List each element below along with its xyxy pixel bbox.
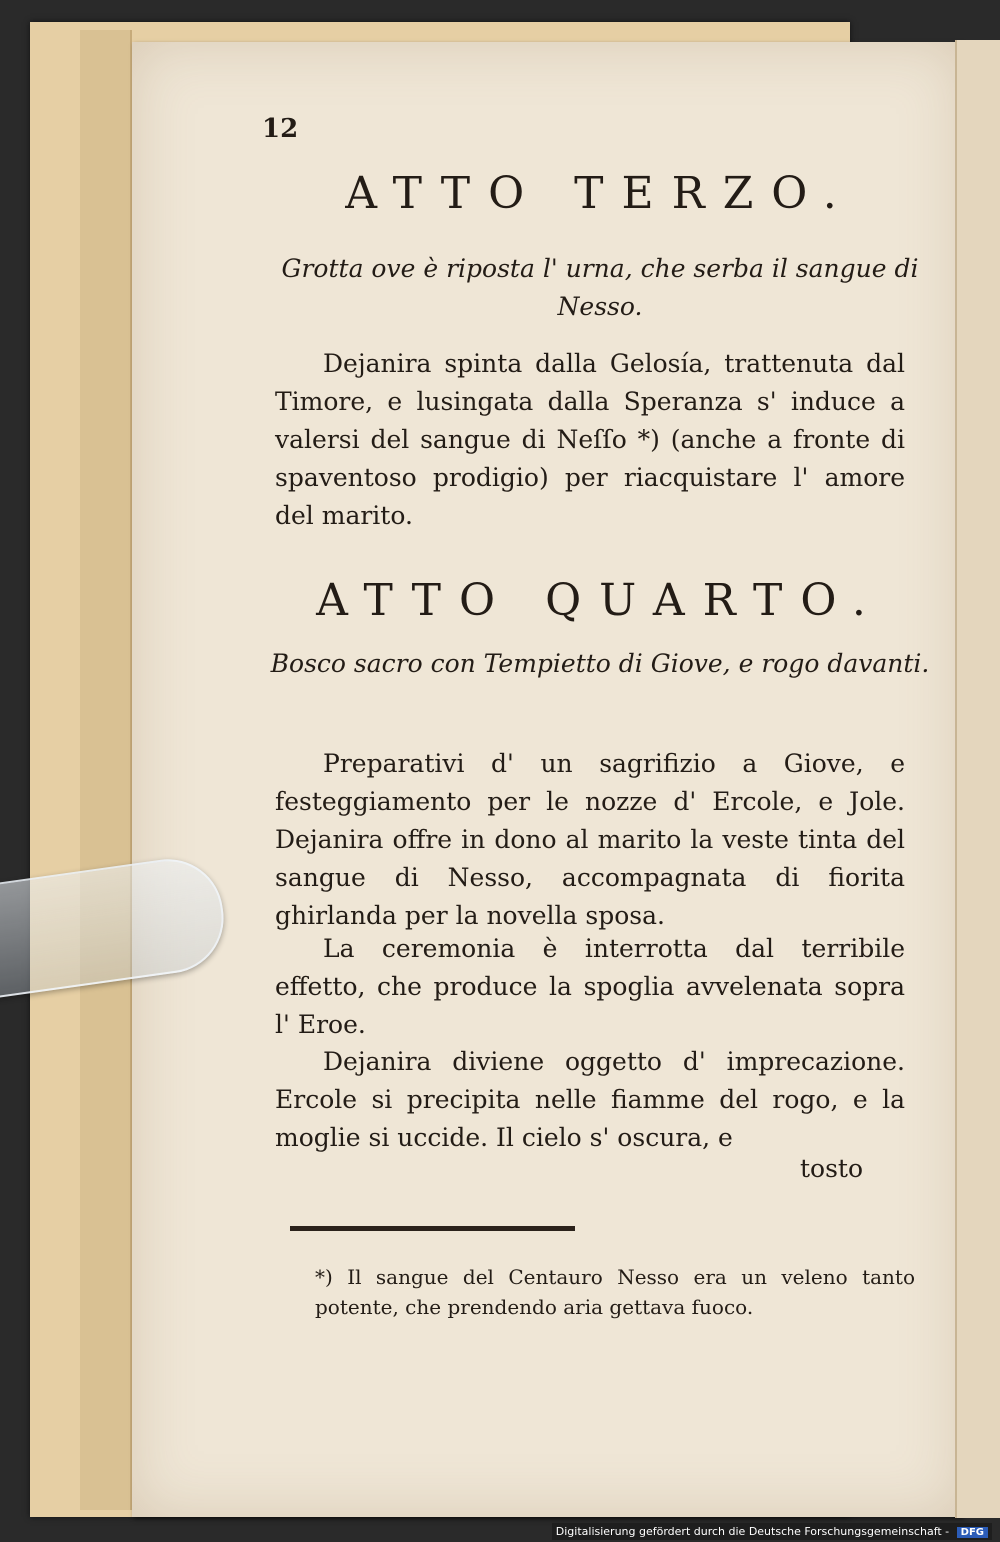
act-three-scene: Grotta ove è riposta l' urna, che serba il sangue di Nesso. bbox=[281, 254, 919, 321]
credit-text: Digitalisierung gefördert durch die Deutsche Forschungsgemeinschaft - bbox=[555, 1525, 950, 1538]
act-four-paragraph-1: Preparativi d' un sagrifizio a Giove, e festeggiamento per le nozze d' Ercole, e Jole. Dejanira offre in dono al marito la veste tinta del sangue di Nesso, accompagnata di fiorita ghirlanda per la novella sposa. bbox=[275, 749, 905, 930]
act-four-title: ATTO QUARTO. bbox=[316, 575, 884, 626]
footnote-rule bbox=[290, 1226, 575, 1231]
act-three-title: ATTO TERZO. bbox=[345, 168, 855, 219]
dfg-logo: DFG bbox=[957, 1527, 988, 1538]
page-number: 12 bbox=[262, 114, 299, 144]
book-spine-strip bbox=[80, 30, 132, 1510]
footnote: *) Il sangue del Centauro Nesso era un veleno tanto potente, che prendendo aria gettava fuoco. bbox=[315, 1265, 915, 1319]
facing-page-edge bbox=[955, 40, 1000, 1518]
act-three-text: Dejanira spinta dalla Gelosía, trattenuta dal Timore, e lusingata dalla Speranza s' induce a valersi del sangue di Neſſo *) (anche a fronte di spaventoso prodigio) per riacquistare l' amore del marito. bbox=[275, 349, 905, 530]
act-four-scene: Bosco sacro con Tempietto di Giove, e rogo davanti. bbox=[270, 649, 930, 678]
digitization-credit bbox=[552, 1523, 992, 1540]
catchword: tosto bbox=[800, 1154, 864, 1183]
act-four-paragraph-2: La ceremonia è interrotta dal terribile effetto, che produce la spoglia avvelenata sopra l' Eroe. bbox=[275, 934, 905, 1039]
act-four-paragraph-3: Dejanira diviene oggetto d' imprecazione. Ercole si precipita nelle fiamme del rogo, e la moglie si uccide. Il cielo s' oscura, e bbox=[275, 1047, 905, 1152]
